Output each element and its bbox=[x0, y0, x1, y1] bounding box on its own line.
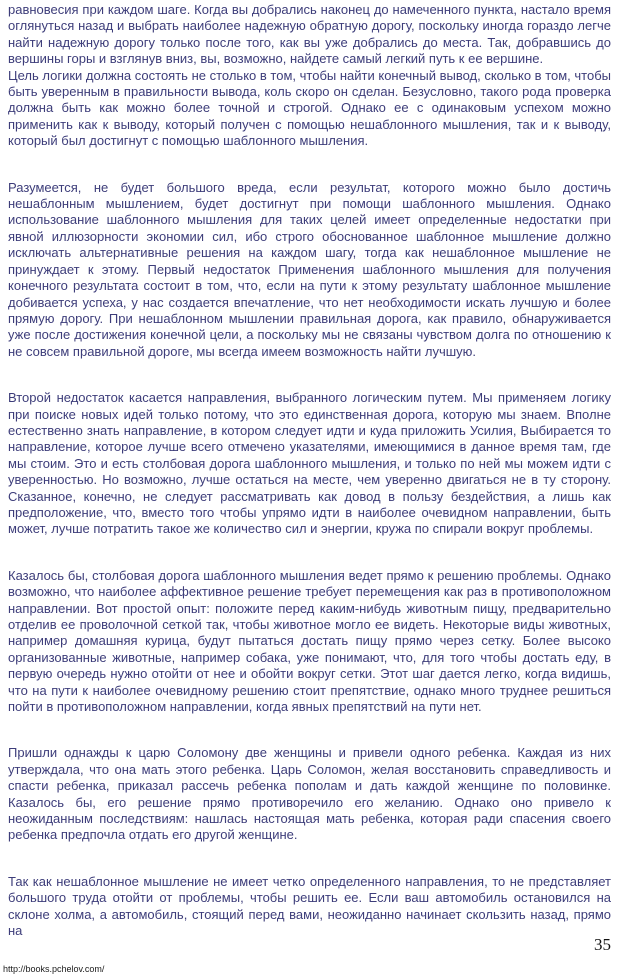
paragraph-4: Второй недостаток касается направления, выбранного логическим путем. Мы применяем логику при поиске новых идей только потому, что это единственная дорога, которую мы знаем. Вполне естественно знать направление, в котором следует идти и куда приложить Усилия, Выбирается то направление, которое лучше всего отмечено указателями, имеющимися в данное время там, где мы стоим. Это и есть столбовая дорога шаблонного мышления, и только по ней мы можем идти с уверенностью. Но возможно, лучше остаться на месте, чем уверенно двигаться не в ту сторону. Сказанное, конечно, не следует рассматривать как довод в пользу бездействия, а лишь как предположение, что, вместо того чтобы упрямо идти в наиболее очевидном направлении, быть может, лучше потратить такое же количество сил и энергии, кружа по спирали вокруг проблемы. bbox=[8, 390, 611, 537]
paragraph-6: Пришли однажды к царю Соломону две женщины и привели одного ребенка. Каждая из них утверждала, что она мать этого ребенка. Царь Соломон, желая восстановить справедливость и спасти ребенка, приказал рассечь ребенка пополам и дать каждой женщине по половинке. Казалось бы, его решение прямо противоречило его желанию. Однако оно привело к неожиданным последствиям: нашлась настоящая мать ребенка, которая ради спасения своего ребенка предпочла отдать его другой женщине. bbox=[8, 745, 611, 843]
paragraph-1: равновесия при каждом шаге. Когда вы добрались наконец до намеченного пункта, настало время оглянуться назад и выбрать наиболее надежную обратную дорогу, поскольку иногда гораздо легче найти надежную дорогу только после того, как вы уже добрались до места. Так, добравшись до вершины горы и взглянув вниз, вы, возможно, найдете самый легкий путь к ее вершине. bbox=[8, 2, 611, 67]
paragraph-7: Так как нешаблонное мышление не имеет четко определенного направления, то не представляет большого труда отойти от проблемы, чтобы решить ее. Если ваш автомобиль остановился на склоне холма, а автомобиль, стоящий перед вами, неожиданно начинает скользить назад, прямо на bbox=[8, 873, 611, 939]
paragraph-3: Разумеется, не будет большого вреда, если результат, которого можно было достичь нешаблонным мышлением, будет достигнут при помощи шаблонного мышления. Однако использование шаблонного мышления для таких целей имеет определенные недостатки при явной иллюзорности экономии сил, ибо строго обоснованное шаблонное мышление должно исключать альтернативные решения на каждом шагу, тогда как нешаблонное мышление не принуждает к этому. Первый недостаток Применения шаблонного мышления для получения конечного результата состоит в том, что, если на пути к этому результату шаблонное мышление добивается успеха, у нас создается впечатление, что нет необходимости искать лучшую и более прямую дорогу. При нешаблонном мышлении правильная дорога, как правило, обнаруживается уже после достижения конечной цели, а поскольку мы не связаны чувством долга по отношению к не совсем правильной дороге, мы всегда имеем возможность найти лучшую. bbox=[8, 179, 611, 359]
page-text bbox=[8, 2, 611, 940]
paragraph-5: Казалось бы, столбовая дорога шаблонного мышления ведет прямо к решению проблемы. Однако возможно, что наиболее аффективное решение требует перемещения как раз в противоположном направлении. Вот простой опыт: положите перед каким-нибудь животным пищу, предварительно отделив ее проволочной сеткой так, чтобы животное могло ее видеть. Некоторые виды животных, например домашняя курица, будут пытаться достать пищу прямо через сетку. Более высоко организованные животные, например собака, уже понимают, что, для того чтобы достать еду, в первую очередь нужно отойти от нее и обойти вокруг сетки. Этот шаг дается легко, когда видишь, что на пути к наиболее очевидному решению стоит препятствие, однако много труднее решиться пойти в противоположном направлении, когда явных препятствий на пути нет. bbox=[8, 567, 611, 715]
page-number: 35 bbox=[594, 935, 611, 954]
footer-url: http://books.pchelov.com/ bbox=[3, 964, 105, 974]
paragraph-2: Цель логики должна состоять не столько в том, чтобы найти конечный вывод, сколько в том, чтобы быть уверенным в правильности вывода, коль скоро он сделан. Безусловно, такого рода проверка должна быть как можно более точной и строгой. Однако ее с одинаковым успехом можно применить как к выводу, который получен с помощью нешаблонного мышления, так и к выводу, который был достигнут с помощью шаблонного мышления. bbox=[8, 67, 611, 149]
